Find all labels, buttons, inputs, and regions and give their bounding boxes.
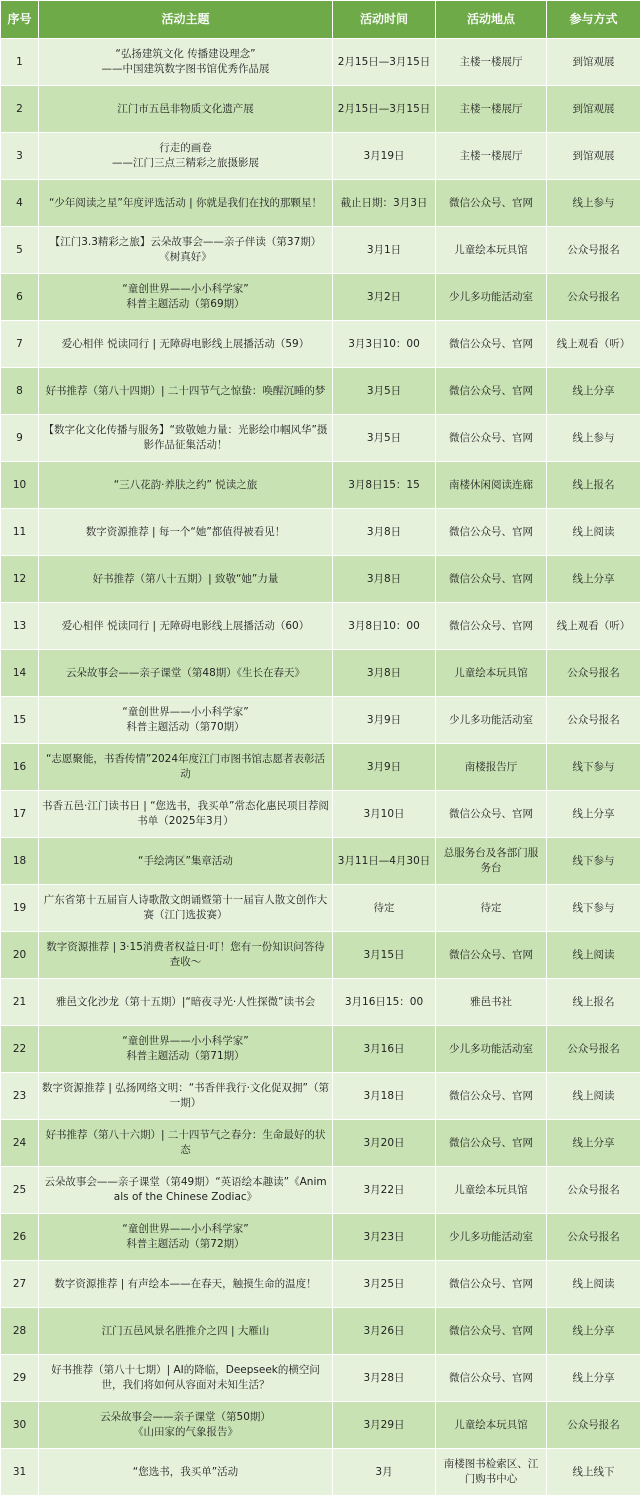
cell-time: 截止日期：3月3日 [333,180,436,227]
cell-index: 25 [1,1167,39,1214]
cell-mode: 线上阅读 [547,509,640,556]
cell-place: 儿童绘本玩具馆 [436,650,547,697]
cell-index: 3 [1,133,39,180]
cell-topic: 爱心相伴 悦读同行 | 无障碍电影线上展播活动（60） [39,603,333,650]
table-row [1,1308,640,1355]
table-row [1,368,640,415]
table-row [1,1449,640,1496]
table-row [1,1120,640,1167]
cell-mode: 线上观看（听） [547,321,640,368]
cell-place: 儿童绘本玩具馆 [436,1402,547,1449]
cell-topic: 云朵故事会——亲子课堂（第50期） 《山田家的气象报告》 [39,1402,333,1449]
cell-place: 少儿多功能活动室 [436,1214,547,1261]
cell-time: 3月5日 [333,415,436,462]
cell-mode: 线下参与 [547,838,640,885]
cell-mode: 公众号报名 [547,274,640,321]
cell-index: 1 [1,39,39,86]
cell-place: 微信公众号、官网 [436,603,547,650]
table-row [1,885,640,932]
table-row [1,697,640,744]
cell-place: 微信公众号、官网 [436,1120,547,1167]
cell-place: 微信公众号、官网 [436,509,547,556]
cell-place: 南楼图书检索区、江门购书中心 [436,1449,547,1496]
cell-topic: 数字资源推荐 | 每一个“她”都值得被看见！ [39,509,333,556]
cell-index: 24 [1,1120,39,1167]
cell-mode: 线下参与 [547,885,640,932]
cell-mode: 线上参与 [547,180,640,227]
cell-time: 3月9日 [333,744,436,791]
cell-mode: 公众号报名 [547,1167,640,1214]
cell-mode: 线上阅读 [547,1073,640,1120]
cell-topic: 好书推荐（第八十六期）| 二十四节气之春分：生命最好的状态 [39,1120,333,1167]
cell-mode: 公众号报名 [547,1026,640,1073]
cell-place: 微信公众号、官网 [436,321,547,368]
cell-time: 3月10日 [333,791,436,838]
cell-time: 3月11日—4月30日 [333,838,436,885]
cell-mode: 线上分享 [547,368,640,415]
cell-index: 18 [1,838,39,885]
cell-time: 3月25日 [333,1261,436,1308]
cell-time: 3月8日 [333,556,436,603]
table-row [1,791,640,838]
cell-mode: 线上阅读 [547,932,640,979]
table-row [1,509,640,556]
cell-mode: 公众号报名 [547,227,640,274]
cell-index: 9 [1,415,39,462]
cell-mode: 公众号报名 [547,650,640,697]
cell-topic: 数字资源推荐 | 3·15消费者权益日·叮！您有一份知识问答待查收～ [39,932,333,979]
cell-topic: 好书推荐（第八十五期）| 致敬“她”力量 [39,556,333,603]
cell-topic: “童创世界——小小科学家” 科普主题活动（第70期） [39,697,333,744]
cell-index: 20 [1,932,39,979]
cell-mode: 线上阅读 [547,1261,640,1308]
cell-time: 3月8日 [333,509,436,556]
cell-place: 南楼报告厅 [436,744,547,791]
cell-place: 主楼一楼展厅 [436,39,547,86]
cell-topic: 云朵故事会——亲子课堂（第49期）“英语绘本趣读”《Animals of the Chinese Zodiac》 [39,1167,333,1214]
cell-index: 21 [1,979,39,1026]
cell-topic: “童创世界——小小科学家” 科普主题活动（第69期） [39,274,333,321]
header-place: 活动地点 [436,1,547,39]
header-time: 活动时间 [333,1,436,39]
cell-place: 主楼一楼展厅 [436,133,547,180]
cell-topic: 好书推荐（第八十七期）| AI的降临，Deepseek的横空问世，我们将如何从容面对未知生活？ [39,1355,333,1402]
cell-place: 待定 [436,885,547,932]
cell-index: 10 [1,462,39,509]
cell-mode: 线上线下 [547,1449,640,1496]
table-body [1,39,640,1496]
table-row [1,462,640,509]
cell-topic: “少年阅读之星”年度评选活动 | 你就是我们在找的那颗星！ [39,180,333,227]
cell-topic: “弘扬建筑文化 传播建设理念” ——中国建筑数字图书馆优秀作品展 [39,39,333,86]
cell-mode: 线下参与 [547,744,640,791]
table-row [1,556,640,603]
cell-time: 3月9日 [333,697,436,744]
header-mode: 参与方式 [547,1,640,39]
cell-topic: 数字资源推荐 | 弘扬网络文明：“书香伴我行·文化促双拥”（第一期） [39,1073,333,1120]
cell-mode: 线上分享 [547,556,640,603]
cell-index: 28 [1,1308,39,1355]
cell-topic: 好书推荐（第八十四期）| 二十四节气之惊蛰：唤醒沉睡的梦 [39,368,333,415]
table-row [1,86,640,133]
cell-index: 31 [1,1449,39,1496]
cell-place: 微信公众号、官网 [436,368,547,415]
table-row [1,650,640,697]
table-row [1,1355,640,1402]
cell-time: 3月1日 [333,227,436,274]
cell-place: 少儿多功能活动室 [436,1026,547,1073]
table-row [1,274,640,321]
cell-mode: 线上分享 [547,791,640,838]
cell-topic: 广东省第十五届盲人诗歌散文朗诵暨第十一届盲人散文创作大赛（江门选拔赛） [39,885,333,932]
cell-time: 3月8日 [333,650,436,697]
cell-place: 儿童绘本玩具馆 [436,1167,547,1214]
cell-time: 3月8日15：15 [333,462,436,509]
cell-topic: “三八花韵·养肤之约” 悦读之旅 [39,462,333,509]
header-row [1,1,640,39]
cell-time: 3月3日10：00 [333,321,436,368]
cell-mode: 公众号报名 [547,1214,640,1261]
table-row [1,1261,640,1308]
cell-place: 微信公众号、官网 [436,556,547,603]
cell-place: 微信公众号、官网 [436,180,547,227]
cell-place: 南楼休闲阅读连廊 [436,462,547,509]
header-index: 序号 [1,1,39,39]
cell-place: 微信公众号、官网 [436,1308,547,1355]
cell-mode: 到馆观展 [547,86,640,133]
table-row [1,603,640,650]
cell-index: 17 [1,791,39,838]
cell-mode: 线上报名 [547,979,640,1026]
table-row [1,180,640,227]
cell-mode: 线上参与 [547,415,640,462]
cell-mode: 到馆观展 [547,39,640,86]
cell-time: 3月8日10：00 [333,603,436,650]
cell-index: 2 [1,86,39,133]
cell-index: 13 [1,603,39,650]
cell-time: 3月18日 [333,1073,436,1120]
cell-time: 3月15日 [333,932,436,979]
cell-index: 22 [1,1026,39,1073]
cell-index: 12 [1,556,39,603]
cell-time: 3月26日 [333,1308,436,1355]
cell-topic: “您选书，我买单”活动 [39,1449,333,1496]
cell-mode: 线上分享 [547,1120,640,1167]
table-row [1,744,640,791]
cell-topic: 云朵故事会——亲子课堂（第48期）《生长在春天》 [39,650,333,697]
table-row [1,227,640,274]
cell-time: 2月15日—3月15日 [333,39,436,86]
cell-topic: “志愿聚能，书香传情”2024年度江门市图书馆志愿者表彰活动 [39,744,333,791]
cell-index: 26 [1,1214,39,1261]
cell-time: 3月22日 [333,1167,436,1214]
cell-index: 23 [1,1073,39,1120]
cell-time: 3月19日 [333,133,436,180]
table-row [1,1214,640,1261]
table-row [1,838,640,885]
cell-mode: 线上分享 [547,1308,640,1355]
table-row [1,932,640,979]
cell-time: 3月29日 [333,1402,436,1449]
cell-place: 微信公众号、官网 [436,791,547,838]
table-row [1,321,640,368]
cell-index: 4 [1,180,39,227]
header-topic: 活动主题 [39,1,333,39]
cell-time: 3月 [333,1449,436,1496]
cell-index: 15 [1,697,39,744]
cell-topic: 爱心相伴 悦读同行 | 无障碍电影线上展播活动（59） [39,321,333,368]
table-row [1,415,640,462]
cell-time: 3月2日 [333,274,436,321]
cell-index: 19 [1,885,39,932]
cell-mode: 公众号报名 [547,697,640,744]
cell-index: 27 [1,1261,39,1308]
cell-place: 少儿多功能活动室 [436,274,547,321]
cell-place: 总服务台及各部门服务台 [436,838,547,885]
cell-mode: 公众号报名 [547,1402,640,1449]
cell-topic: “童创世界——小小科学家” 科普主题活动（第71期） [39,1026,333,1073]
cell-index: 6 [1,274,39,321]
cell-place: 雅邑书社 [436,979,547,1026]
cell-topic: 【江门3.3精彩之旅】云朵故事会——亲子伴读（第37期）《树真好》 [39,227,333,274]
cell-time: 2月15日—3月15日 [333,86,436,133]
cell-mode: 线上观看（听） [547,603,640,650]
cell-index: 11 [1,509,39,556]
table-row [1,39,640,86]
cell-place: 微信公众号、官网 [436,415,547,462]
cell-time: 待定 [333,885,436,932]
cell-topic: 江门市五邑非物质文化遗产展 [39,86,333,133]
cell-place: 主楼一楼展厅 [436,86,547,133]
cell-topic: 雅邑文化沙龙（第十五期）|“暗夜寻光·人性探微”读书会 [39,979,333,1026]
cell-index: 14 [1,650,39,697]
cell-index: 8 [1,368,39,415]
cell-topic: “手绘湾区”集章活动 [39,838,333,885]
cell-place: 微信公众号、官网 [436,1355,547,1402]
table-row [1,1026,640,1073]
cell-time: 3月23日 [333,1214,436,1261]
cell-place: 少儿多功能活动室 [436,697,547,744]
cell-place: 微信公众号、官网 [436,932,547,979]
cell-time: 3月16日 [333,1026,436,1073]
table-row [1,133,640,180]
table-row [1,1073,640,1120]
cell-index: 5 [1,227,39,274]
cell-topic: “童创世界——小小科学家” 科普主题活动（第72期） [39,1214,333,1261]
cell-index: 29 [1,1355,39,1402]
cell-topic: 行走的画卷 ——江门三点三精彩之旅摄影展 [39,133,333,180]
table-row [1,1167,640,1214]
table-row [1,1402,640,1449]
cell-time: 3月28日 [333,1355,436,1402]
cell-topic: 江门五邑风景名胜推介之四 | 大雁山 [39,1308,333,1355]
cell-time: 3月5日 [333,368,436,415]
cell-place: 儿童绘本玩具馆 [436,227,547,274]
cell-topic: 【数字化文化传播与服务】“致敬她力量：光影绘巾帼风华”摄影作品征集活动！ [39,415,333,462]
cell-index: 7 [1,321,39,368]
cell-topic: 数字资源推荐 | 有声绘本——在春天，触摸生命的温度！ [39,1261,333,1308]
cell-index: 16 [1,744,39,791]
cell-place: 微信公众号、官网 [436,1261,547,1308]
cell-index: 30 [1,1402,39,1449]
cell-time: 3月20日 [333,1120,436,1167]
cell-place: 微信公众号、官网 [436,1073,547,1120]
cell-mode: 到馆观展 [547,133,640,180]
cell-topic: 书香五邑·江门读书日 | “您选书，我买单”常态化惠民项目荐阅书单（2025年3月） [39,791,333,838]
cell-time: 3月16日15：00 [333,979,436,1026]
cell-mode: 线上报名 [547,462,640,509]
cell-mode: 线上分享 [547,1355,640,1402]
table-row [1,979,640,1026]
